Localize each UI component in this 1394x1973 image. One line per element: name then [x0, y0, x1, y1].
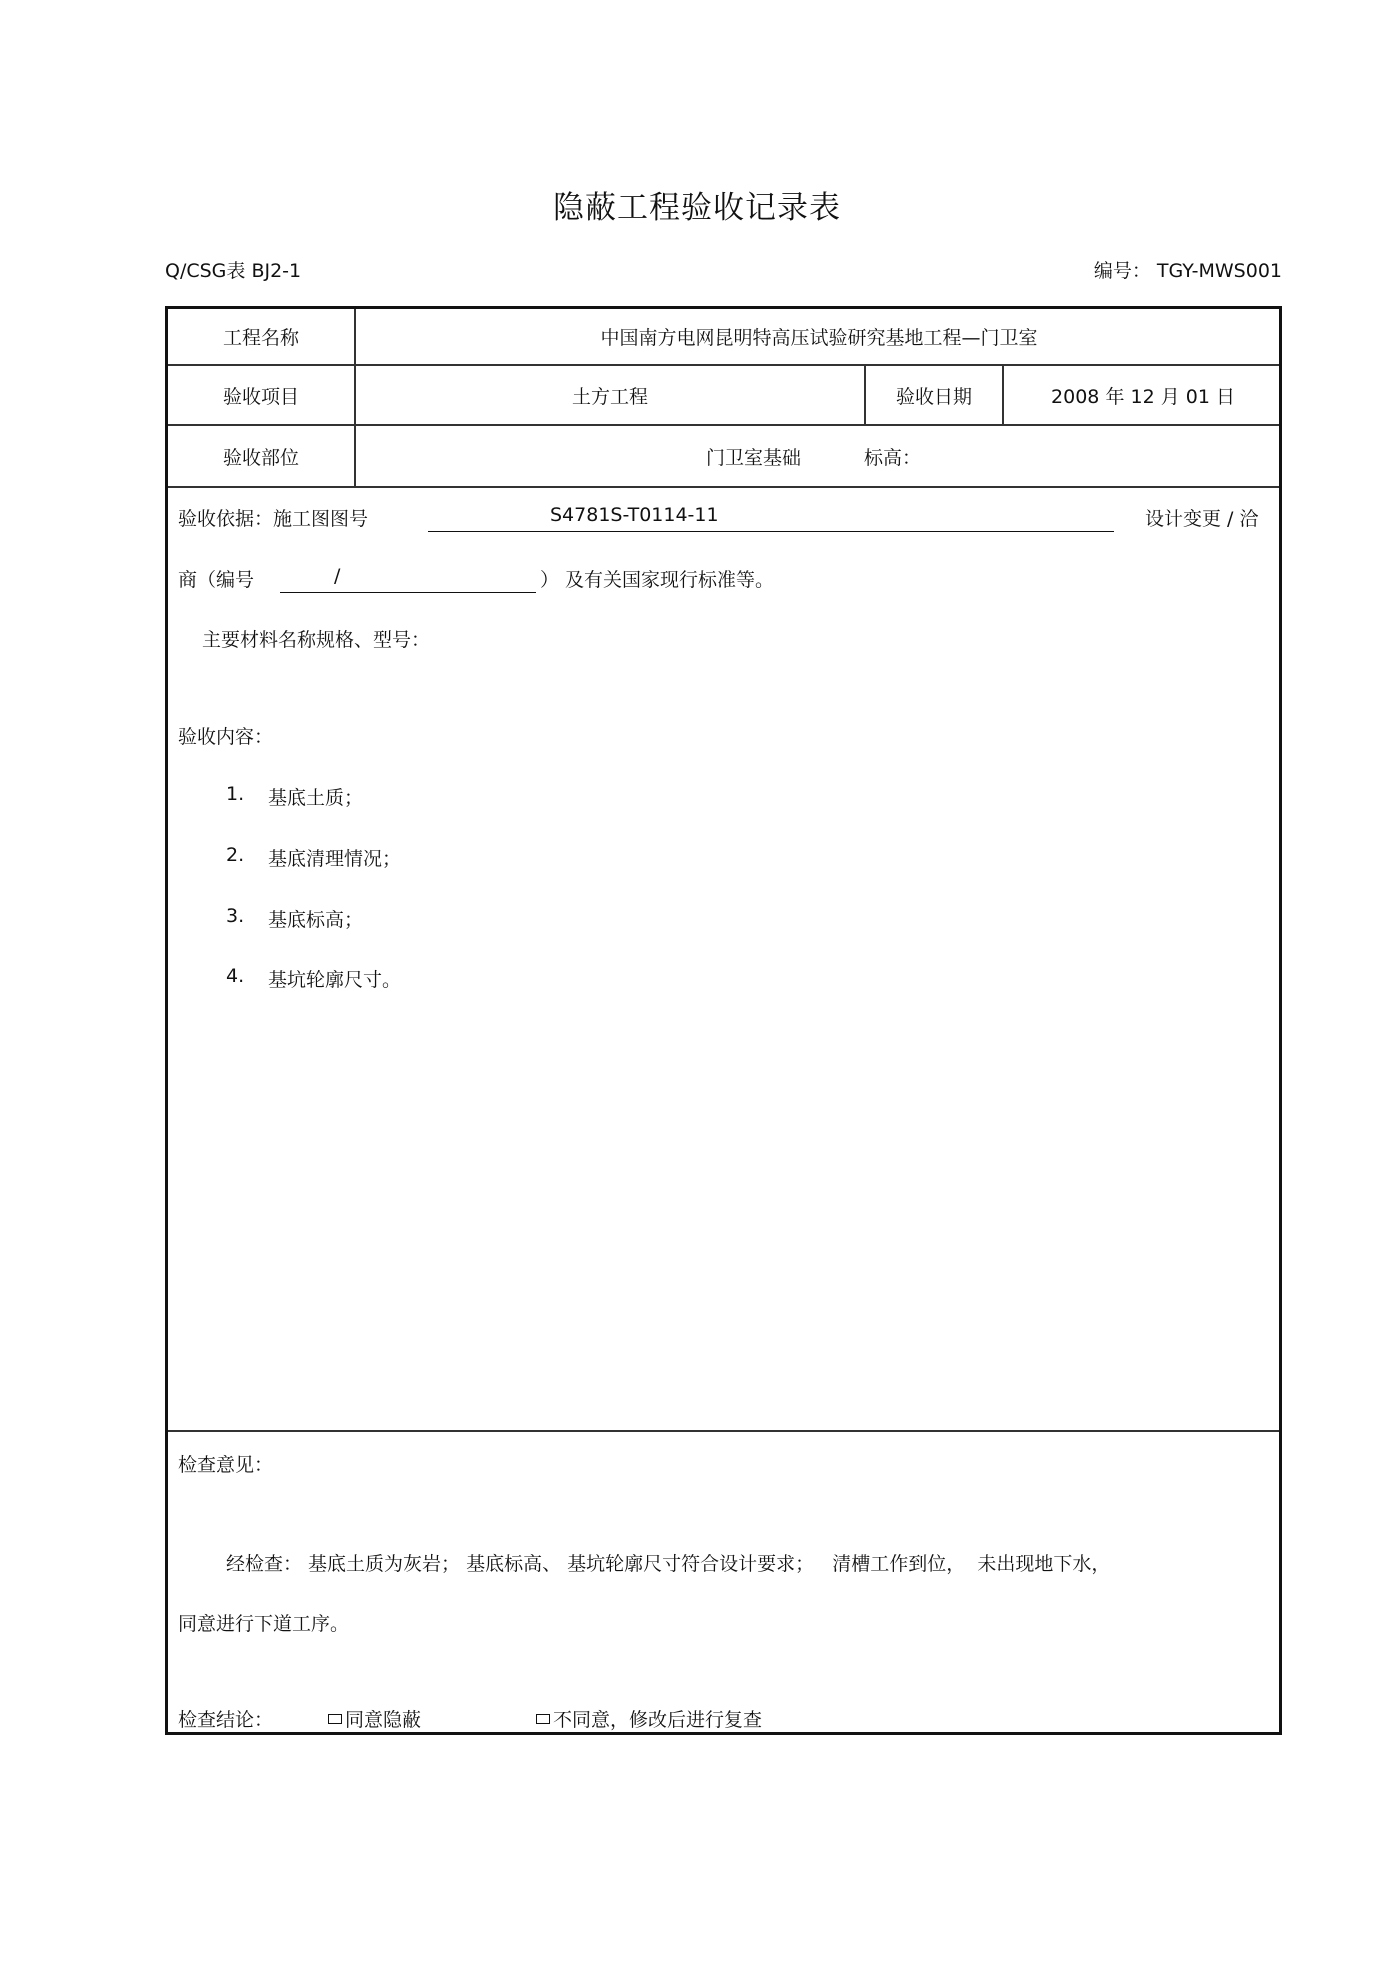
content-item: 基坑轮廓尺寸。: [268, 969, 402, 991]
inspection-form: [165, 306, 1282, 1735]
basis-prefix: 验收依据：施工图图号: [178, 508, 369, 530]
date-value: 2008 年 12 月 01 日: [1051, 385, 1235, 408]
agree-label: 同意隐蔽: [345, 1709, 422, 1731]
drawing-number: S4781S-T0114-11: [550, 504, 719, 526]
negotiation-underline: [280, 592, 536, 593]
option-disagree[interactable]: [536, 1705, 762, 1732]
content-item-number: 1.: [226, 783, 245, 805]
content-item-number: 4.: [226, 965, 245, 987]
project-name-value: 中国南方电网昆明特高压试验研究基地工程—门卫室: [600, 327, 1038, 349]
disagree-label: 不同意，修改后进行复查: [553, 1709, 763, 1731]
negotiation-number: /: [334, 565, 341, 587]
basis-suffix: ） 及有关国家现行标准等。: [540, 569, 775, 591]
page-title: 隐蔽工程验收记录表: [553, 190, 841, 226]
content-item: 基底清理情况；: [268, 848, 402, 870]
agree-checkbox[interactable]: [328, 1714, 342, 1724]
item-value: 土方工程: [571, 385, 648, 408]
part-value: 门卫室基础: [706, 447, 802, 469]
date-label: 验收日期: [895, 385, 972, 408]
opinion-label: 检查意见：: [178, 1454, 274, 1476]
row-divider: [168, 1430, 1279, 1432]
negotiation-prefix: 商（编号: [178, 569, 255, 591]
item-label: 验收项目: [222, 385, 299, 408]
design-change-label: 设计变更 / 洽: [1145, 508, 1259, 530]
serial-number: 编号： TGY-MWS001: [1093, 260, 1282, 282]
materials-label: 主要材料名称规格、型号：: [202, 629, 431, 651]
content-item: 基底土质；: [268, 787, 364, 809]
option-agree[interactable]: [328, 1705, 421, 1732]
conclusion-label: 检查结论：: [178, 1709, 274, 1731]
content-label: 验收内容：: [178, 726, 274, 748]
content-item-number: 2.: [226, 844, 245, 866]
form-code: Q/CSG表 BJ2-1: [165, 260, 302, 282]
row-divider: [168, 486, 1279, 488]
project-name-label: 工程名称: [222, 327, 299, 349]
content-item-number: 3.: [226, 905, 245, 927]
part-label: 验收部位: [222, 446, 299, 469]
disagree-checkbox[interactable]: [536, 1714, 550, 1724]
opinion-text: 经检查： 基底土质为灰岩； 基底标高、 基坑轮廓尺寸符合设计要求； 清槽工作到位， 未出现地下水，: [226, 1553, 1111, 1575]
opinion-text-continued: 同意进行下道工序。: [178, 1613, 350, 1635]
content-item: 基底标高；: [268, 909, 364, 931]
elevation-label: 标高：: [864, 447, 922, 469]
drawing-number-underline: [428, 531, 1114, 532]
